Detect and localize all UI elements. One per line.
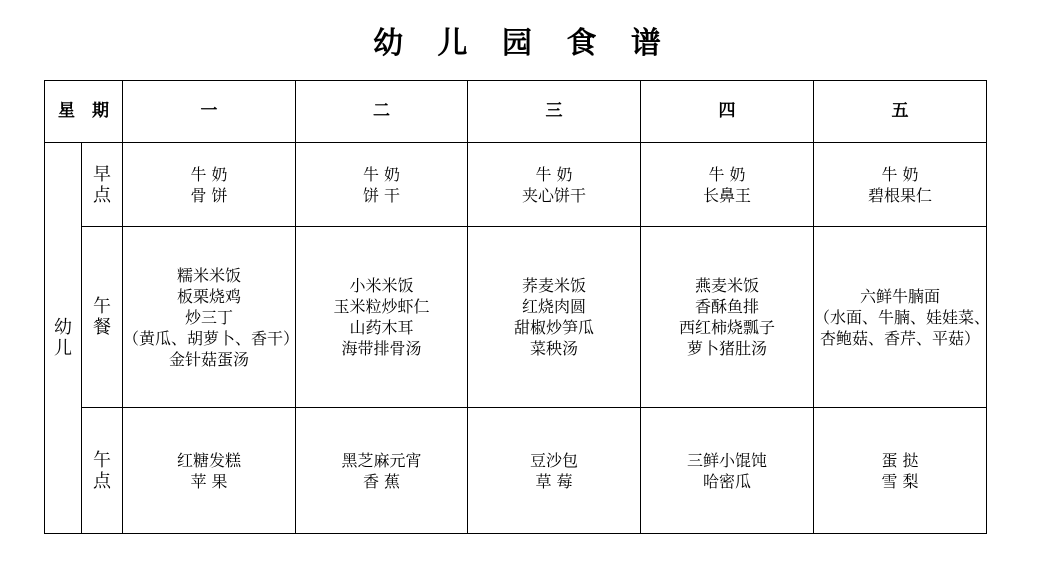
menu-item: 骨 饼 [190,185,228,205]
menu-cell [641,143,814,227]
menu-item: 牛 奶 [190,164,228,184]
menu-item: 山药木耳 [349,318,414,337]
menu-item: 碧根果仁 [867,185,932,205]
menu-cell [814,143,987,227]
menu-item: 牛 奶 [362,164,401,184]
menu-cell [296,227,468,408]
menu-item: 海带排骨汤 [341,339,422,358]
menu-cell [814,408,987,534]
menu-item: 黑芝麻元宵 [341,450,422,470]
menu-item: 菜秧汤 [529,339,578,358]
menu-item: 板栗烧鸡 [176,286,241,306]
menu-item: 杏鲍菇、香芹、平菇） [819,328,980,348]
menu-cell [296,143,468,227]
menu-item: 牛 奶 [881,164,919,184]
menu-item: 豆沙包 [529,450,578,470]
menu-item: 小米米饭 [349,276,414,295]
menu-cell [123,408,296,534]
menu-cell [814,227,991,408]
menu-item: 炒三丁 [184,307,233,327]
group-label [45,143,82,534]
menu-item: 哈密瓜 [702,471,751,491]
meal-label-char: 点 [93,470,111,492]
group-label-char: 儿 [54,338,72,359]
weekday-header: 星 期 [45,81,123,143]
lunch-row [45,227,987,408]
meal-label-char: 餐 [93,317,111,338]
menu-cell [468,143,641,227]
menu-item: 饼 干 [362,185,401,205]
day-2-header: 二 [296,81,468,143]
menu-item: 雪 梨 [881,471,919,491]
menu-item: 蛋 挞 [881,450,919,470]
menu-cell [641,227,814,408]
menu-item: 西红柿烧瓢子 [678,318,775,337]
menu-item: 牛 奶 [535,164,573,184]
header-row [45,81,987,143]
day-4-header: 四 [641,81,814,143]
meal-label-snack [82,408,123,534]
menu-cell [123,227,300,408]
menu-item: 荞麦米饭 [521,276,586,295]
menu-cell [468,408,641,534]
menu-item: （水面、牛腩、娃娃菜、 [814,307,991,327]
menu-item: 草 莓 [535,471,573,491]
menu-item: 三鲜小馄饨 [686,450,767,470]
menu-item: （黄瓜、胡萝卜、香干） [123,328,300,348]
menu-item: 香酥鱼排 [694,297,759,316]
menu-item: 牛 奶 [708,164,746,184]
group-label-char: 幼 [54,317,72,338]
meal-label-char: 午 [93,296,111,317]
menu-item: 燕麦米饭 [694,276,759,295]
breakfast-row [45,143,987,227]
menu-item: 甜椒炒笋瓜 [513,318,594,337]
meal-label-breakfast [82,143,123,227]
day-1-header: 一 [123,81,296,143]
menu-item: 糯米米饭 [176,265,241,285]
menu-item: 红烧肉圆 [521,297,586,316]
menu-item: 长鼻王 [702,185,751,205]
menu-cell [641,408,814,534]
menu-item: 玉米粒炒虾仁 [333,297,430,316]
meal-label-char: 早 [93,163,111,185]
day-3-header: 三 [468,81,641,143]
meal-label-lunch [82,227,123,408]
snack-row [45,408,987,534]
menu-item: 夹心饼干 [521,185,586,205]
menu-item: 香 蕉 [362,471,401,491]
menu-table [44,80,991,534]
day-5-header: 五 [814,81,987,143]
page-title: 幼 儿 园 食 谱 [373,26,673,61]
menu-item: 六鲜牛腩面 [859,286,940,306]
menu-cell [296,408,468,534]
menu-item: 金针菇蛋汤 [168,349,249,369]
meal-label-char: 午 [93,449,111,471]
menu-item: 红糖发糕 [176,450,241,470]
menu-item: 萝卜猪肚汤 [686,339,767,358]
meal-label-char: 点 [93,184,111,206]
menu-item: 苹 果 [190,471,228,491]
menu-cell [123,143,296,227]
menu-cell [468,227,641,408]
